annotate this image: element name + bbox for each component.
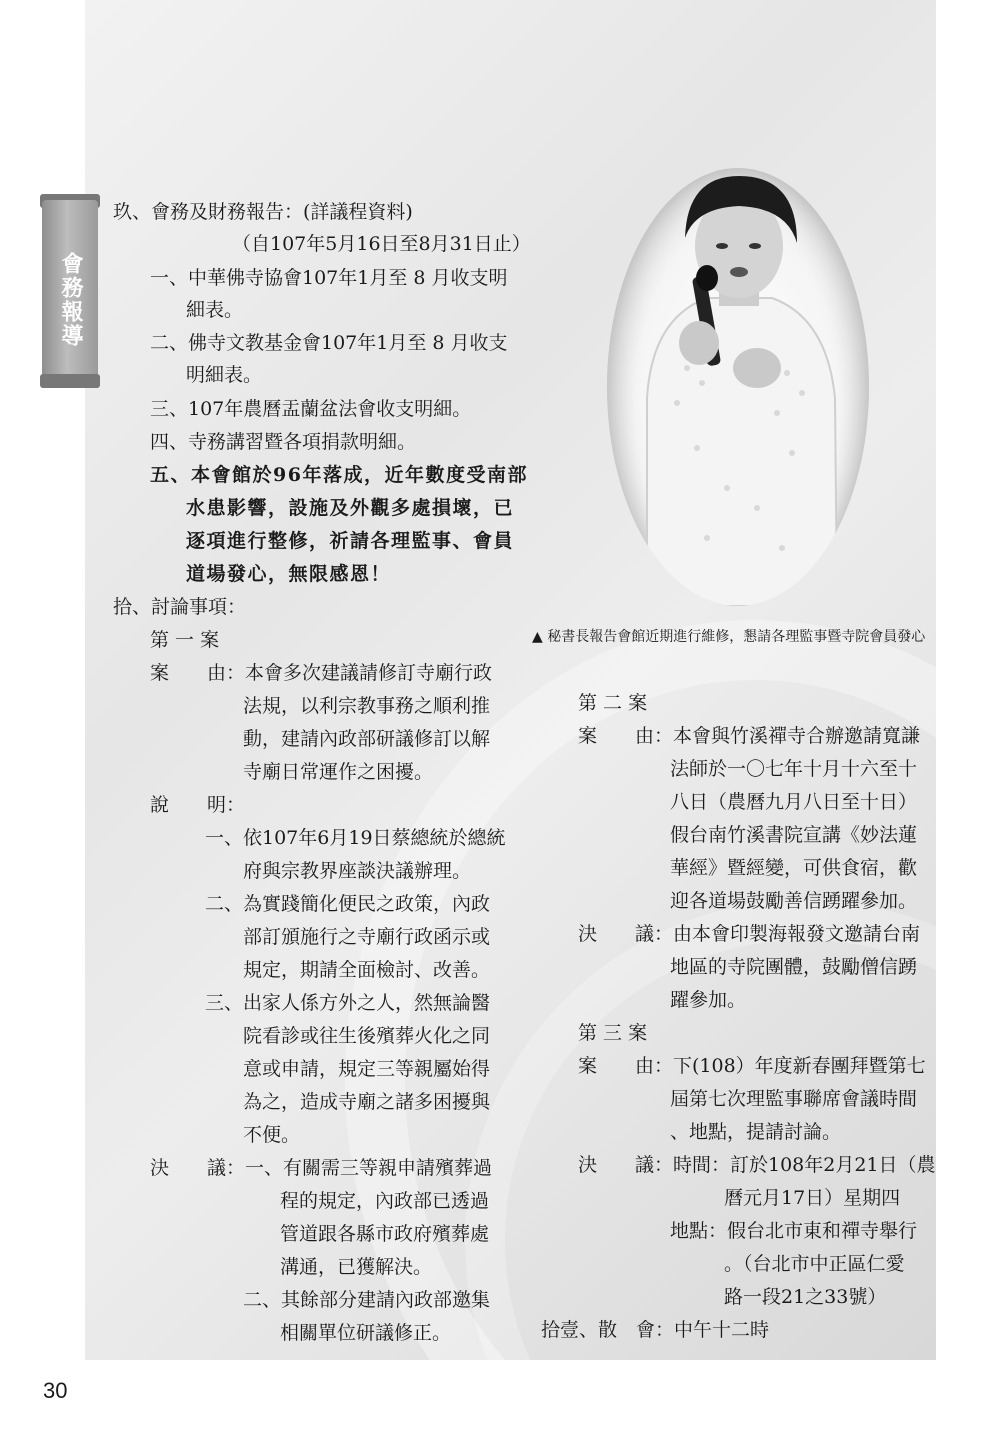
- left-text-line: 案 由：本會多次建議請修訂寺廟行政: [150, 662, 493, 684]
- speaker-photo: [607, 168, 869, 606]
- left-text-line: 明細表。: [186, 364, 263, 386]
- right-text-line: 案 由：下(108）年度新春團拜暨第七: [578, 1055, 926, 1077]
- left-text-line: 寺廟日常運作之困擾。: [243, 761, 434, 783]
- right-text-line: 案 由：本會與竹溪禪寺合辦邀請寬謙: [578, 725, 921, 747]
- left-text-line: 五、本會館於96年落成，近年數度受南部: [150, 464, 528, 486]
- left-text-line: 一、依107年6月19日蔡總統於總統: [205, 827, 506, 849]
- left-text-line: 細表。: [186, 299, 244, 321]
- left-text-line: 不便。: [243, 1124, 301, 1146]
- right-text-line: 第 三 案: [578, 1022, 648, 1044]
- left-text-line: 一、中華佛寺協會107年1月至 8 月收支明: [150, 267, 508, 289]
- right-text-line: 地區的寺院團體，鼓勵僧信踴: [670, 956, 918, 978]
- left-text-line: 程的規定，內政部已透過: [280, 1190, 490, 1212]
- right-text-line: 拾壹、散 會：中午十二時: [541, 1319, 770, 1341]
- left-text-line: 二、其餘部分建請內政部邀集: [243, 1289, 491, 1311]
- left-text-line: 部訂頒施行之寺廟行政函示或: [243, 926, 491, 948]
- left-text-line: 管道跟各縣市政府殯葬處: [280, 1223, 490, 1245]
- right-text-line: 躍參加。: [670, 989, 747, 1011]
- left-text-line: 三、出家人係方外之人，然無論醫: [205, 992, 491, 1014]
- left-text-line: 院看診或往生後殯葬火化之同: [243, 1025, 491, 1047]
- left-text-line: 動，建請內政部研議修訂以解: [243, 728, 491, 750]
- left-text-line: 拾、討論事項：: [113, 596, 247, 618]
- left-text-line: 三、107年農曆盂蘭盆法會收支明細。: [150, 398, 472, 420]
- right-text-line: 屆第七次理監事聯席會議時間: [670, 1088, 918, 1110]
- left-text-line: 第 一 案: [150, 629, 220, 651]
- right-text-line: 決 議：時間：訂於108年2月21日（農: [578, 1154, 936, 1176]
- photo-caption: ▲ 秘書長報告會館近期進行維修，懇請各理監事暨寺院會員發心: [532, 629, 926, 645]
- left-text-line: 道場發心，無限感恩！: [186, 563, 392, 585]
- right-text-line: 八日（農曆九月八日至十日）: [670, 791, 918, 813]
- left-text-line: 二、佛寺文教基金會107年1月至 8 月收支: [150, 332, 508, 354]
- left-text-line: 水患影響，設施及外觀多處損壞，已: [186, 497, 515, 519]
- right-text-line: 法師於一〇七年十月十六至十: [670, 758, 918, 780]
- section-tab: [40, 200, 100, 382]
- speaker-illustration: [607, 168, 869, 606]
- section-tab-label: 會務報導: [58, 252, 83, 348]
- left-text-line: 四、寺務講習暨各項捐款明細。: [150, 431, 417, 453]
- right-text-line: 路一段21之33號）: [724, 1286, 887, 1308]
- right-text-line: 第 二 案: [578, 692, 648, 714]
- right-text-line: 假台南竹溪書院宣講《妙法蓮: [670, 824, 918, 846]
- left-text-line: 溝通，已獲解決。: [280, 1256, 433, 1278]
- left-text-line: 相關單位研議修正。: [280, 1322, 452, 1344]
- page-number: 30: [43, 1378, 68, 1403]
- right-text-line: 地點：假台北市東和禪寺舉行: [670, 1220, 918, 1242]
- left-text-line: 為之，造成寺廟之諸多困擾與: [243, 1091, 491, 1113]
- right-text-line: 華經》暨經變，可供食宿，歡: [670, 857, 918, 879]
- left-text-line: （自107年5月16日至8月31日止）: [232, 233, 531, 255]
- left-text-line: 府與宗教界座談決議辦理。: [243, 860, 472, 882]
- right-text-line: 、地點，提請討論。: [670, 1121, 842, 1143]
- left-text-line: 玖、會務及財務報告：(詳議程資料): [113, 201, 413, 223]
- left-text-line: 二、為實踐簡化便民之政策，內政: [205, 893, 491, 915]
- photo: [607, 168, 869, 606]
- left-text-line: 決 議：一、有關需三等親申請殯葬過: [150, 1157, 493, 1179]
- right-text-line: 迎各道場鼓勵善信踴躍參加。: [670, 890, 918, 912]
- left-text-line: 法規，以利宗教事務之順利推: [243, 695, 491, 717]
- ribbon-fold-bottom: [40, 374, 100, 388]
- left-text-line: 規定，期請全面檢討、改善。: [243, 959, 491, 981]
- right-text-line: 決 議：由本會印製海報發文邀請台南: [578, 923, 921, 945]
- left-text-line: 說 明：: [150, 794, 246, 816]
- right-text-line: 。（台北市中正區仁愛: [724, 1253, 905, 1275]
- left-text-line: 逐項進行整修，祈請各理監事、會員: [186, 530, 515, 552]
- left-text-line: 意或申請，規定三等親屬始得: [243, 1058, 491, 1080]
- right-text-line: 曆元月17日）星期四: [724, 1187, 901, 1209]
